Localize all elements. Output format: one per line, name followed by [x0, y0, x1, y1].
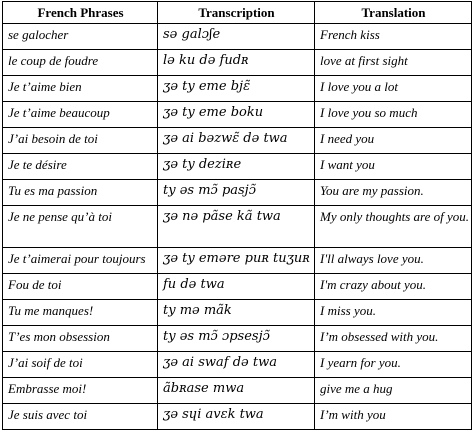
french-phrase-cell: T’es mon obsession	[3, 326, 158, 352]
table-row	[3, 50, 472, 76]
table-row	[3, 378, 472, 404]
translation-cell: I need you	[315, 128, 472, 154]
transcription-cell: ty əs mɔ̃ pasjɔ̃	[158, 180, 315, 206]
french-phrase-cell: Je t’aimerai pour toujours	[3, 248, 158, 274]
table-header	[3, 2, 472, 24]
table-row	[3, 206, 472, 248]
transcription-cell: ʒə nə pãse kã twa	[158, 206, 315, 248]
french-phrase-cell: Embrasse moi!	[3, 378, 158, 404]
table-row	[3, 154, 472, 180]
table-row	[3, 180, 472, 206]
translation-cell: My only thoughts are of you.	[315, 206, 472, 248]
table-row	[3, 248, 472, 274]
translation-cell: I miss you.	[315, 300, 472, 326]
table-row	[3, 300, 472, 326]
translation-cell: I yearn for you.	[315, 352, 472, 378]
transcription-cell: ʒə ty emǝre puʀ tuʒuʀ	[158, 248, 315, 274]
header-translation: Translation	[315, 2, 472, 24]
transcription-cell: ʒə ty eme boku	[158, 102, 315, 128]
transcription-cell: ty əs mɔ̃ ɔpsesjɔ̃	[158, 326, 315, 352]
translation-cell: I love you a lot	[315, 76, 472, 102]
transcription-cell: ʒə sɥi avɛk twa	[158, 404, 315, 430]
french-phrase-cell: Je t’aime beaucoup	[3, 102, 158, 128]
phrases-table	[2, 1, 472, 430]
table-row	[3, 76, 472, 102]
table-body	[3, 24, 472, 430]
translation-cell: French kiss	[315, 24, 472, 50]
translation-cell: give me a hug	[315, 378, 472, 404]
translation-cell: I love you so much	[315, 102, 472, 128]
transcription-cell: fu də twa	[158, 274, 315, 300]
french-phrase-cell: J’ai besoin de toi	[3, 128, 158, 154]
translation-cell: I’m obsessed with you.	[315, 326, 472, 352]
translation-cell: I’m with you	[315, 404, 472, 430]
translation-cell: I'm crazy about you.	[315, 274, 472, 300]
transcription-cell: ty mə mãk	[158, 300, 315, 326]
table-row	[3, 404, 472, 430]
french-phrase-cell: le coup de foudre	[3, 50, 158, 76]
transcription-cell: ʒə ai swaf də twa	[158, 352, 315, 378]
translation-cell: love at first sight	[315, 50, 472, 76]
transcription-cell: ʒə ai bəzwɛ̃ də twa	[158, 128, 315, 154]
transcription-cell: ʒə ty eme bjɛ̃	[158, 76, 315, 102]
header-french-phrases: French Phrases	[3, 2, 158, 24]
transcription-cell: ãbʀase mwa	[158, 378, 315, 404]
transcription-cell: lə ku də fudʀ	[158, 50, 315, 76]
table-row	[3, 128, 472, 154]
french-phrase-cell: Tu es ma passion	[3, 180, 158, 206]
table-row	[3, 326, 472, 352]
french-phrase-cell: Je ne pense qu’à toi	[3, 206, 158, 248]
french-phrase-cell: Je t’aime bien	[3, 76, 158, 102]
translation-cell: You are my passion.	[315, 180, 472, 206]
french-phrase-cell: Tu me manques!	[3, 300, 158, 326]
transcription-cell: ʒə ty deziʀe	[158, 154, 315, 180]
french-phrase-cell: J’ai soif de toi	[3, 352, 158, 378]
translation-cell: I'll always love you.	[315, 248, 472, 274]
header-transcription: Transcription	[158, 2, 315, 24]
french-phrase-cell: Je suis avec toi	[3, 404, 158, 430]
french-phrase-cell: Je te désire	[3, 154, 158, 180]
table-row	[3, 274, 472, 300]
translation-cell: I want you	[315, 154, 472, 180]
french-phrase-cell: Fou de toi	[3, 274, 158, 300]
table-row	[3, 102, 472, 128]
table-row	[3, 24, 472, 50]
header-row	[3, 2, 472, 24]
table-row	[3, 352, 472, 378]
french-phrase-cell: se galocher	[3, 24, 158, 50]
transcription-cell: sə galɔʃe	[158, 24, 315, 50]
